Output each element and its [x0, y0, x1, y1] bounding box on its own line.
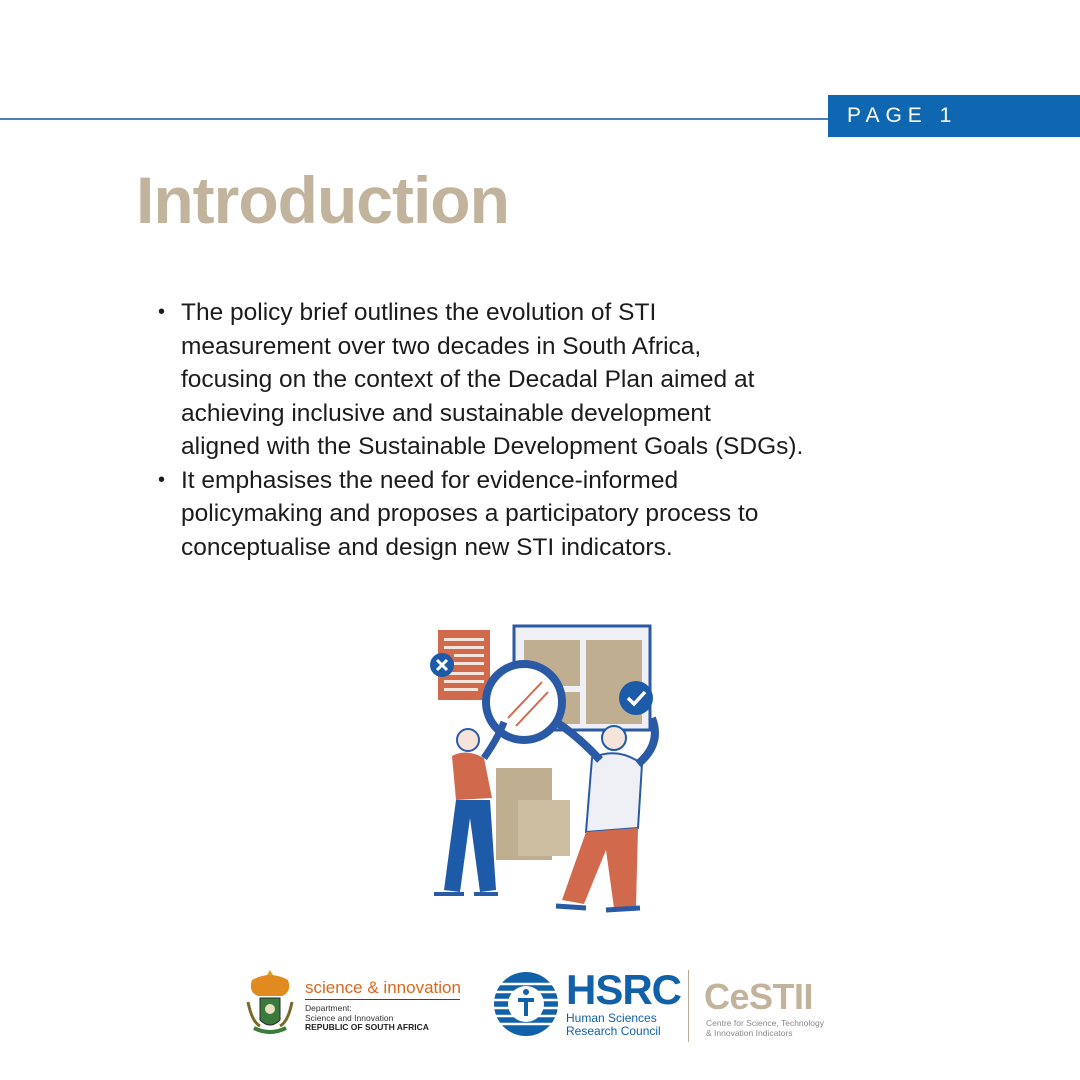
dsi-department: [305, 1003, 393, 1023]
hsrc-full-line: Research Council: [566, 1024, 661, 1038]
bullet-item: [158, 464, 948, 565]
bullet-line: It emphasises the need for evidence-informed: [181, 466, 679, 494]
check-mark-icon: [619, 681, 653, 715]
cestii-name: CeSTII: [704, 976, 814, 1017]
dsi-department-line: Science and Innovation: [305, 1013, 394, 1023]
hsrc-full-line: Human Sciences: [566, 1011, 657, 1025]
dsi-country: REPUBLIC OF SOUTH AFRICA: [305, 1022, 429, 1032]
page-title: Introduction: [136, 163, 509, 237]
hsrc-full-name: [566, 1012, 661, 1038]
coat-of-arms-icon: [242, 966, 298, 1038]
bullet-line: aligned with the Sustainable Development Goals (SDGs).: [181, 433, 804, 460]
bullet-list: [158, 296, 948, 564]
cestii-full-line: Centre for Science, Technology: [706, 1018, 824, 1028]
bullet-item: [158, 296, 948, 464]
page-number-tab: [828, 95, 1080, 137]
bullet-line: focusing on the context of the Decadal Plan aimed at: [181, 366, 755, 393]
person-head-shape: [457, 729, 479, 751]
logo-divider: [688, 970, 689, 1042]
dsi-divider: [305, 999, 460, 1000]
bullet-line: The policy brief outlines the evolution of STI: [181, 299, 657, 326]
bullet-line: achieving inclusive and sustainable development: [181, 399, 711, 427]
hsrc-name: HSRC: [566, 966, 682, 1013]
cestii-full-name: [706, 1018, 824, 1038]
bullet-line: policymaking and proposes a participatory process to: [181, 500, 759, 527]
people-analysing-charts-illustration: [400, 618, 680, 918]
person-head-shape: [602, 726, 626, 750]
page-label: PAGE 1: [847, 104, 958, 127]
hsrc-globe-icon: [492, 970, 560, 1038]
cestii-full-line: & Innovation Indicators: [706, 1028, 793, 1038]
dsi-department-line: Department:: [305, 1003, 352, 1013]
dsi-title: science & innovation: [305, 978, 461, 997]
bullet-line: measurement over two decades in South Africa,: [181, 332, 702, 360]
bullet-line: conceptualise and design new STI indicators.: [181, 533, 673, 561]
header-rule: [0, 118, 830, 120]
